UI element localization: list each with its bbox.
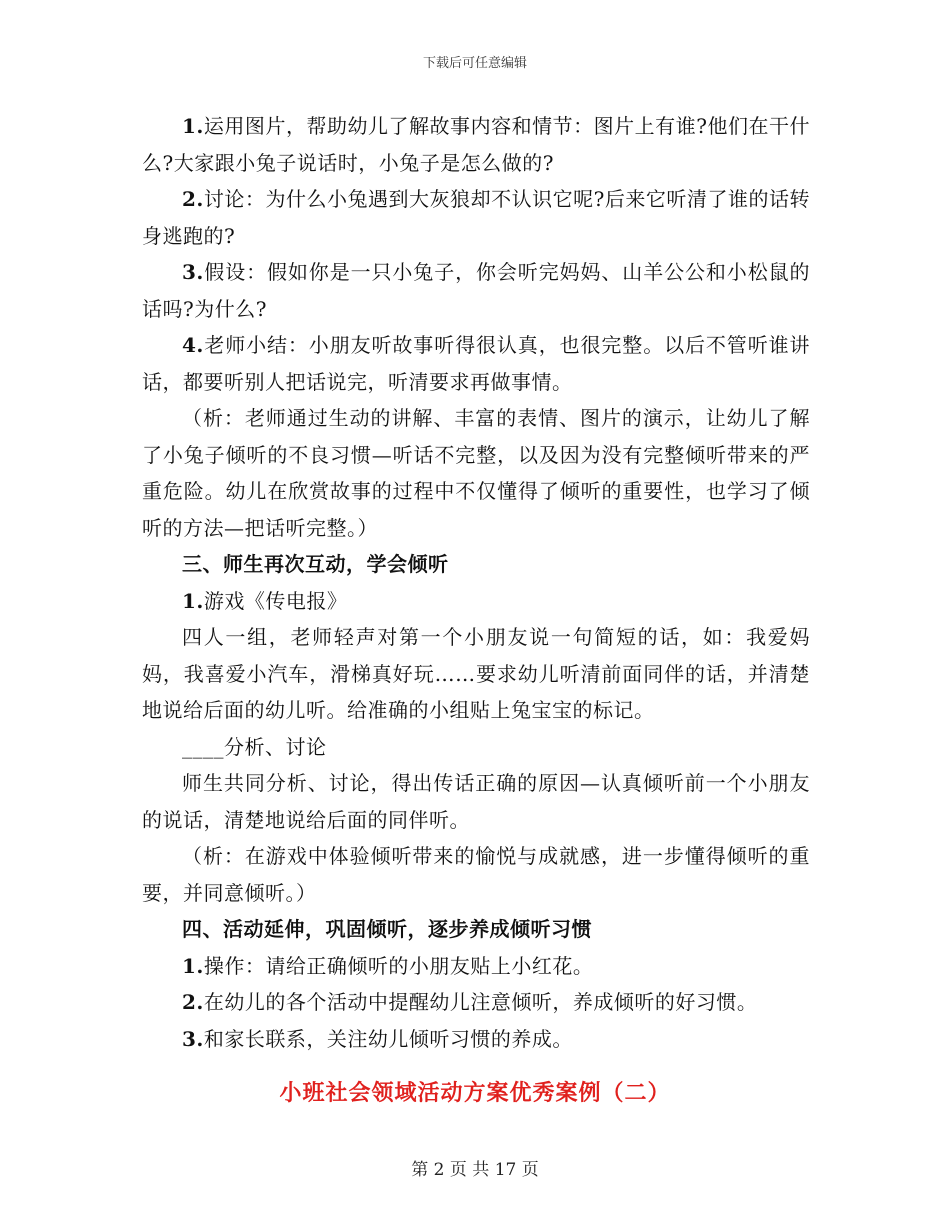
game-description: 四人一组，老师轻声对第一个小朋友说一句简短的话，如：我爱妈妈，我喜爱小汽车，滑梯真好玩……要求幼儿听清前面同伴的话，并清楚地说给后面的幼儿听。给准确的小组贴上兔宝宝的标记。 xyxy=(142,625,810,722)
paragraph-3 xyxy=(142,254,810,327)
paragraph-text: 讨论：为什么小兔遇到大灰狼却不认识它呢?后来它听清了谁的话转身逃跑的? xyxy=(142,187,810,248)
paragraph-1 xyxy=(142,108,810,181)
analysis-note-2: （析：在游戏中体验倾听带来的愉悦与成就感，进一步懂得倾听的重要，并同意倾听。） xyxy=(142,844,810,905)
item-number: 3. xyxy=(182,260,204,284)
analysis-note-1: （析：老师通过生动的讲解、丰富的表情、图片的演示，让幼儿了解了小兔子倾听的不良习惯—听话不完整，以及因为没有完整倾听带来的严重危险。幼儿在欣赏故事的过程中不仅懂得了倾听的重要性，也学习了倾听的方法—把话听完整。） xyxy=(142,406,810,540)
item-number: 1. xyxy=(182,953,204,978)
document-title: 小班社会领域活动方案优秀案例（二） xyxy=(279,1080,671,1106)
extension-item-1 xyxy=(142,948,810,985)
document-body xyxy=(142,108,810,1057)
item-number: 1. xyxy=(182,114,204,138)
item-number: 2. xyxy=(182,187,204,211)
section-heading-4: 四、活动延伸，巩固倾听，逐步养成倾听习惯 xyxy=(182,917,592,941)
paragraph-2 xyxy=(142,181,810,254)
item-number: 3. xyxy=(182,1026,204,1051)
paragraph-4 xyxy=(142,327,810,400)
page-footer: 第 2 页 共 17 页 xyxy=(411,1160,539,1180)
extension-item-2 xyxy=(142,984,810,1021)
item-number: 4. xyxy=(182,333,204,357)
subheading-analysis: ____分析、讨论 xyxy=(182,734,327,759)
paragraph-text: 运用图片，帮助幼儿了解故事内容和情节：图片上有谁?他们在干什么?大家跟小兔子说话时，小兔子是怎么做的? xyxy=(142,114,810,175)
item-number: 2. xyxy=(182,990,204,1014)
page-header: 下载后可任意编辑 xyxy=(422,56,527,71)
paragraph-text: 操作：请给正确倾听的小朋友贴上小红花。 xyxy=(203,953,594,978)
section-heading-3: 三、师生再次互动，学会倾听 xyxy=(182,552,449,576)
paragraph-text: 在幼儿的各个活动中提醒幼儿注意倾听，养成倾听的好习惯。 xyxy=(203,990,758,1014)
item-number: 1. xyxy=(182,588,204,613)
paragraph-text: 游戏《传电报》 xyxy=(203,588,348,613)
paragraph-text: 和家长联系，关注幼儿倾听习惯的养成。 xyxy=(203,1026,573,1051)
game-title xyxy=(142,583,810,620)
extension-item-3 xyxy=(142,1021,810,1058)
paragraph-text: 假设：假如你是一只小兔子，你会听完妈妈、山羊公公和小松鼠的话吗?为什么? xyxy=(142,260,810,321)
paragraph-text: 老师小结：小朋友听故事听得很认真，也很完整。以后不管听谁讲话，都要听别人把话说完，听清要求再做事情。 xyxy=(142,333,810,394)
analysis-paragraph: 师生共同分析、讨论，得出传话正确的原因—认真倾听前一个小朋友的说话，清楚地说给后面的同伴听。 xyxy=(142,771,810,832)
